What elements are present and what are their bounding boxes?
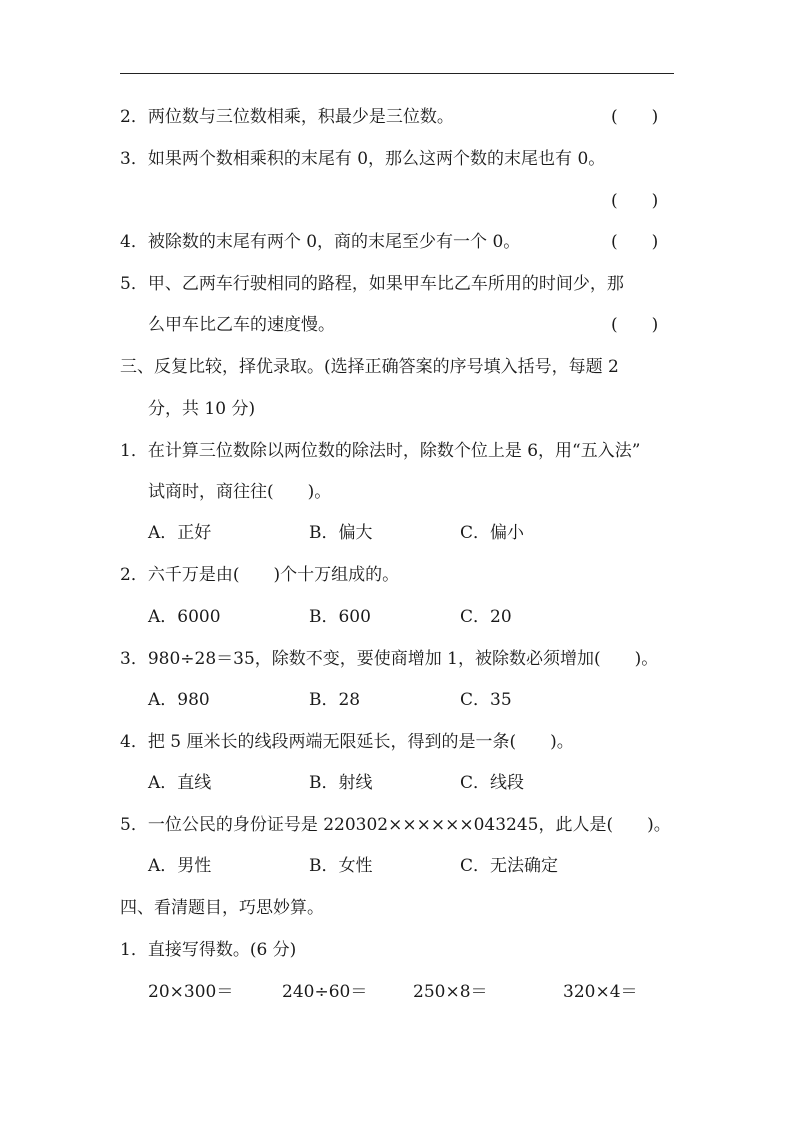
option-c[interactable]: C．线段 [460, 773, 525, 793]
calc-subheading: 1．直接写得数。(6 分) [120, 940, 297, 960]
option-b[interactable]: B．女性 [309, 856, 373, 876]
choice-question-2: 2．六千万是由( )个十万组成的。 [120, 565, 400, 585]
option-b[interactable]: B．偏大 [309, 523, 373, 543]
option-c[interactable]: C．20 [460, 607, 512, 627]
choice-question-4: 4．把 5 厘米长的线段两端无限延长，得到的是一条( )。 [120, 732, 574, 752]
option-c[interactable]: C．无法确定 [460, 856, 559, 876]
answer-paren[interactable]: ( ) [611, 232, 659, 252]
calc-problem: 320×4＝ [563, 982, 638, 1002]
section-heading-choice-cont: 分，共 10 分) [148, 399, 256, 419]
choice-question-3: 3．980÷28＝35，除数不变，要使商增加 1，被除数必须增加( )。 [120, 649, 659, 669]
option-b[interactable]: B．600 [309, 607, 371, 627]
judge-item-4: 4．被除数的末尾有两个 0，商的末尾至少有一个 0。 [120, 232, 521, 252]
option-c[interactable]: C．偏小 [460, 523, 525, 543]
choice-question-1: 1．在计算三位数除以两位数的除法时，除数个位上是 6，用“五入法” [120, 441, 641, 461]
section-heading-calc: 四、看清题目，巧思妙算。 [120, 898, 324, 918]
judge-item-5: 5．甲、乙两车行驶相同的路程，如果甲车比乙车所用的时间少，那 [120, 274, 624, 294]
option-a[interactable]: A．直线 [148, 773, 212, 793]
calc-problem: 240÷60＝ [282, 982, 368, 1002]
option-b[interactable]: B．射线 [309, 773, 373, 793]
answer-paren[interactable]: ( ) [611, 315, 659, 335]
judge-item-2: 2．两位数与三位数相乘，积最少是三位数。 [120, 107, 454, 127]
judge-item-3: 3．如果两个数相乘积的末尾有 0，那么这两个数的末尾也有 0。 [120, 149, 606, 169]
answer-paren[interactable]: ( ) [611, 191, 659, 211]
option-a[interactable]: A．980 [148, 690, 210, 710]
option-c[interactable]: C．35 [460, 690, 512, 710]
option-a[interactable]: A．男性 [148, 856, 212, 876]
option-a[interactable]: A．6000 [148, 607, 221, 627]
calc-problem: 20×300＝ [148, 982, 234, 1002]
calc-problem: 250×8＝ [413, 982, 488, 1002]
choice-question-5: 5．一位公民的身份证号是 220302××××××043245，此人是( )。 [120, 815, 671, 835]
judge-item-5-cont: 么甲车比乙车的速度慢。 [148, 315, 335, 335]
answer-paren[interactable]: ( ) [611, 107, 659, 127]
option-a[interactable]: A．正好 [148, 523, 212, 543]
choice-question-1-cont: 试商时，商往往( )。 [148, 482, 332, 502]
section-heading-choice: 三、反复比较，择优录取。(选择正确答案的序号填入括号，每题 2 [120, 357, 619, 377]
header-rule [120, 73, 674, 74]
option-b[interactable]: B．28 [309, 690, 361, 710]
